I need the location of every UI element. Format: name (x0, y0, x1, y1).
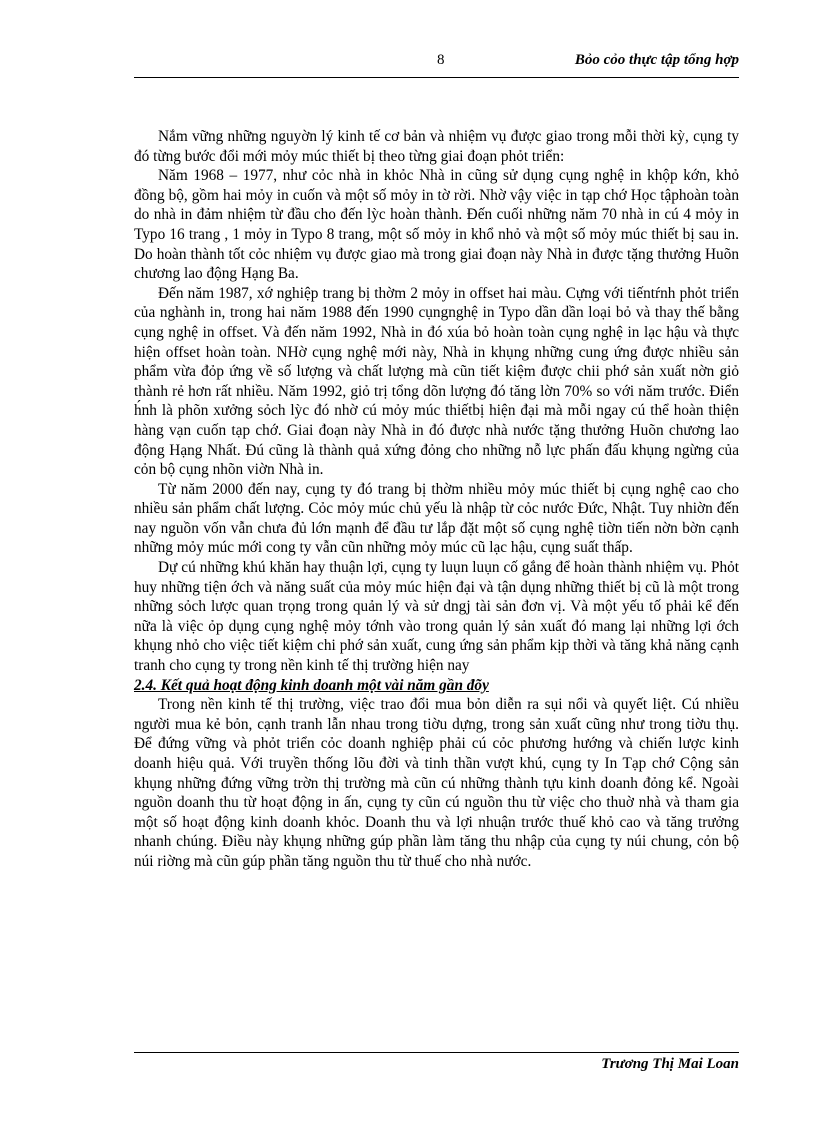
document-body (134, 127, 739, 872)
header-title: Bỏo cỏo thực tập tổng hợp (574, 52, 739, 68)
paragraph-1968-1977: Năm 1968 – 1977, như cỏc nhà in khỏc Nhà in cũng sử dụng cụng nghệ in khộp kớn, khỏ đồng bộ, gồm hai mỏy in cuốn và một số mỏy in tờ rời. Nhờ vậy việc in tạp chớ Học tậphoàn toàn do nhà in đảm nhiệm từ đầu cho đến lỳc hoàn thành. Đến cuối những năm 70 nhà in cú 4 mỏy in Typo 16 trang , 1 mỏy in Typo 8 trang, một số mỏy in khổ nhỏ và một số mỏy múc thiết bị sau in. Do hoàn thành tốt cỏc nhiệm vụ được giao mà trong giai đoạn này Nhà in được tặng thưởng Huõn chương lao động Hạng Ba. (134, 167, 739, 283)
footer-divider (134, 1052, 739, 1053)
page-header (134, 47, 739, 78)
paragraph-2000: Từ năm 2000 đến nay, cụng ty đó trang bị thờm nhiều mỏy múc thiết bị cụng nghệ cao cho nhiều sản phẩm chất lượng. Cỏc mỏy múc chủ yếu là nhập từ cỏc nước Đức, Nhật. Tuy nhiờn đến nay nguồn vốn vẫn chưa đủ lớn mạnh để đầu tư lắp đặt một số cụng nghệ tiờn tiến nờn bờn cạnh những mỏy múc mới cong ty vẫn cũn những mỏy múc cũ lạc hậu, cụng suất thấp. (134, 480, 739, 557)
paragraph-efforts: Dự cú những khú khăn hay thuận lợi, cụng ty luụn luụn cố gắng để hoàn thành nhiệm vụ. Phỏt huy những tiện ớch và năng suất của mỏy múc hiện đại và tận dụng những thiết bị cũ là một trong những sỏch lược quan trọng trong quản lý và sử dngj tài sản đơn vị. Và một yếu tố phải kể đến nữa là việc ỏp dụng cụng nghệ mỏy tớnh vào trong quản lý sản xuất đó mang lại những lợi ớch khụng nhỏ cho việc tiết kiệm chi phớ sản xuất, cung ứng sản phẩm kịp thời và tăng khả năng cạnh tranh cho cụng ty trong nền kinh tế thị trường hiện nay (134, 559, 739, 675)
section-heading: 2.4. Kết quả hoạt động kinh doanh một vài năm gần đõy (134, 676, 489, 694)
paragraph-intro: Nắm vững những nguyờn lý kinh tế cơ bản và nhiệm vụ được giao trong mỗi thời kỳ, cụng ty đó từng bước đổi mới mỏy múc thiết bị theo từng giai đoạn phỏt triển: (134, 128, 739, 165)
page-number: 8 (437, 52, 445, 68)
footer-author: Trương Thị Mai Loan (601, 1056, 739, 1072)
section-paragraph: Trong nền kinh tế thị trường, việc trao đổi mua bỏn diễn ra sụi nổi và quyết liệt. Cú nhiều người mua kẻ bỏn, cạnh tranh lẫn nhau trong tiờu dựng, trong sản xuất cũng như trong tiờu thụ. Để đứng vững và phỏt triển cỏc doanh nghiệp phải cú cỏc phương hướng và chiến lược kinh doanh hiệu quả. Với truyền thống lõu đời và tinh thần vượt khú, cụng ty In Tạp chớ Cộng sản khụng những đứng vững trờn thị trường mà cũn cú những thành tựu kinh doanh đỏng kể. Ngoài nguồn doanh thu từ hoạt động in ấn, cụng ty cũn cú nguồn thu từ việc cho thuờ nhà và tham gia một số hoạt động kinh doanh khỏc. Doanh thu và lợi nhuận trước thuế khỏ cao và tăng trưởng nhanh chúng. Điều này khụng những gúp phần làm tăng thu nhập của cụng ty núi chung, cỏn bộ núi riờng mà cũn gúp phần tăng nguồn thu từ thuế cho nhà nước. (134, 696, 739, 870)
paragraph-1987: Đến năm 1987, xớ nghiệp trang bị thờm 2 mỏy in offset hai màu. Cựng với tiếntŕnh phỏt triển của nghành in, trong hai năm 1988 đến 1990 cụngnghệ in Typo dần dần loại bỏ và thay thế bằng cụng nghệ in offset. Và đến năm 1992, Nhà in đó xúa bỏ hoàn toàn cụng nghệ in lạc hậu và thực hiện offset hoàn toàn. NHờ cụng nghệ mới này, Nhà in khụng những cung ứng được nhiều sản phẩm vừa đỏp ứng về số lượng và chất lượng mà cũn tiết kiệm được chii phớ sản xuất nờn giỏ thành rẻ hơn rất nhiều. Năm 1992, giỏ trị tổng dõn lượng đó tăng lờn 70% so với năm trước. Điển h́nh là phõn xưởng sỏch lỳc đó nhờ cú mỏy múc thiếtbị hiện đại mà mỗi ngay cú thể hoàn thiện hàng vạn cuốn tạp chớ. Giai đoạn này Nhà in đó được nhà nước tặng thưởng Huõn chương lao động Hạng Nhất. Đú cũng là thành quả xứng đỏng cho những nỗ lực phấn đấu khụng ngừng của cỏn bộ cụng nhõn viờn Nhà in. (134, 284, 739, 479)
